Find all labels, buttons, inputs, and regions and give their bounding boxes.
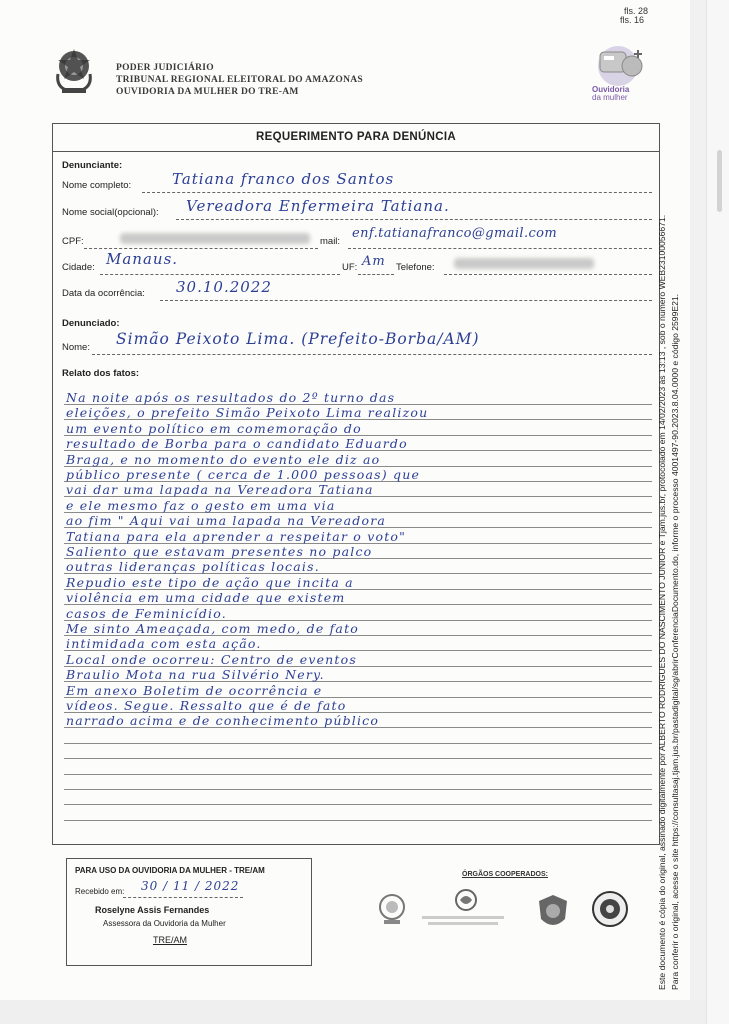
vertical-scrollbar[interactable]	[706, 0, 729, 1024]
office-use-title: PARA USO DA OUVIDORIA DA MULHER - TRE/AM	[75, 866, 265, 875]
stamp-org: TRE/AM	[153, 935, 188, 945]
signature-note-line-2: Para conferir o original, acesse o site https://consultasaj.tjam.jus.br/pastadigital/sg/abrirConferenciaDocumento.do, informe o processo 4001497-90.2023.8.04.0000 e código 2599E21.	[670, 293, 680, 990]
scrollbar-thumb[interactable]	[717, 150, 722, 212]
cidade-line	[100, 274, 340, 275]
relato-rule	[64, 804, 652, 805]
relato-text-line: resultado de Borba para o candidato Eduardo	[66, 436, 408, 452]
partner-seal-4-icon	[590, 889, 630, 929]
header-line-3: OUVIDORIA DA MULHER DO TRE-AM	[116, 87, 299, 97]
data-ocorrencia-value: 30.10.2022	[176, 278, 272, 296]
relato-rule	[64, 758, 652, 759]
partner-badge-police-icon	[536, 893, 570, 933]
partner-seal-1-icon	[378, 893, 406, 927]
stamp-role: Assessora da Ouvidoria da Mulher	[103, 919, 226, 928]
relato-text-line: Saliento que estavam presentes no palco	[66, 544, 373, 559]
digital-signature-note	[656, 0, 682, 990]
logo-text-2: da mulher	[592, 93, 628, 102]
folio-number: fls. 28	[624, 6, 649, 16]
relato-text-line: Local onde ocorreu: Centro de eventos	[66, 651, 357, 667]
partner-seal-2-icon	[418, 886, 508, 932]
relato-rule	[64, 774, 652, 775]
nome-social-label: Nome social(opcional):	[62, 207, 159, 218]
relato-text-line: um evento político em comemoração do	[66, 420, 362, 436]
email-value: enf.tatianafranco@gmail.com	[352, 226, 558, 241]
relato-text-line: e ele mesmo faz o gesto em uma via	[66, 497, 336, 513]
relato-text-line: Em anexo Boletim de ocorrência e	[66, 682, 323, 698]
relato-rule	[64, 743, 652, 744]
relato-text-line: Repudio este tipo de ação que incita a	[66, 574, 354, 590]
cpf-redacted	[120, 233, 310, 244]
relato-heading: Relato dos fatos:	[62, 368, 140, 379]
denunciante-heading: Denunciante:	[62, 160, 123, 171]
telefone-label: Telefone:	[396, 262, 435, 273]
cpf-label: CPF:	[62, 236, 84, 247]
relato-text-line: narrado acima e de conhecimento público	[66, 713, 380, 729]
denunciado-nome-line	[92, 354, 652, 355]
header-line-1: PODER JUDICIÁRIO	[116, 63, 214, 73]
relato-text-line: Braulio Mota na rua Silvério Nery.	[66, 667, 325, 683]
ouvidoria-logo-text	[592, 86, 629, 102]
nome-social-value: Vereadora Enfermeira Tatiana.	[186, 197, 450, 215]
header-line-2: TRIBUNAL REGIONAL ELEITORAL DO AMAZONAS	[116, 75, 363, 85]
recebido-line	[123, 897, 243, 898]
data-ocorrencia-line	[160, 300, 652, 301]
relato-text-line: casos de Feminicídio.	[66, 605, 227, 621]
uf-label: UF:	[342, 262, 358, 273]
nome-completo-label: Nome completo:	[62, 180, 132, 191]
relato-rule	[64, 820, 652, 821]
relato-text-line: Na noite após os resultados do 2º turno das	[66, 390, 396, 405]
office-use-box	[66, 858, 312, 966]
telefone-line	[444, 274, 652, 275]
uf-line	[358, 274, 394, 275]
relato-text-line: vídeos. Segue. Ressalto que é de fato	[66, 698, 347, 713]
recebido-value: 30 / 11 / 2022	[141, 879, 240, 893]
nome-social-line	[176, 219, 652, 220]
folio-number-secondary: fls. 16	[620, 15, 645, 25]
stamp-name: Roselyne Assis Fernandes	[95, 905, 210, 915]
form-title: REQUERIMENTO PARA DENÚNCIA	[53, 124, 659, 152]
header-institution	[116, 62, 363, 98]
viewer-bottom-strip	[0, 1000, 707, 1024]
denunciado-nome-value: Simão Peixoto Lima. (Prefeito-Borba/AM)	[116, 330, 480, 348]
relato-text-line: violência em uma cidade que existem	[66, 590, 346, 606]
denunciado-heading: Denunciado:	[62, 318, 120, 329]
signature-note-line-1: Este documento é cópia do original, assinado digitalmente por ALBERTO RODRIGUES DO NASCIMENTO JUNIOR e Tjam.jus.br, protocolado em 14/02/2023 às 13:13 , sob o número WEB23100056671.	[657, 214, 667, 990]
email-label: mail:	[320, 236, 341, 247]
uf-value: Am	[362, 254, 386, 269]
cpf-line	[84, 248, 318, 249]
relato-text-line: Braga, e no momento do evento ele diz ao	[66, 451, 381, 467]
relato-text-line: ao fim " Aqui vai uma lapada na Vereadora	[66, 513, 387, 529]
relato-text-line: Tatiana para ela aprender a respeitar o voto"	[66, 528, 407, 544]
denunciado-nome-label: Nome:	[62, 342, 90, 353]
orgaos-cooperados-label: ÓRGÃOS COOPERADOS:	[462, 871, 548, 878]
nome-completo-value: Tatiana franco dos Santos	[172, 170, 395, 188]
telefone-redacted	[454, 258, 594, 269]
email-line	[348, 248, 652, 249]
relato-text-line: vai dar uma lapada na Vereadora Tatiana	[66, 482, 374, 498]
relato-text-line: público presente ( cerca de 1.000 pessoas) que	[66, 467, 421, 482]
cidade-value: Manaus.	[106, 250, 179, 268]
brasao-coat-of-arms-icon	[52, 44, 96, 96]
relato-text-line: eleições, o prefeito Simão Peixoto Lima realizou	[66, 405, 429, 421]
relato-text-line: outras lideranças políticas locais.	[66, 559, 320, 575]
cidade-label: Cidade:	[62, 262, 95, 273]
nome-completo-line	[142, 192, 652, 193]
relato-rule	[64, 789, 652, 790]
data-ocorrencia-label: Data da ocorrência:	[62, 288, 145, 299]
relato-text-line: Me sinto Ameaçada, com medo, de fato	[66, 621, 360, 636]
logo-text-1: Ouvidoria	[592, 85, 630, 94]
recebido-label: Recebido em:	[75, 887, 125, 896]
relato-text-line: intimidada com esta ação.	[66, 636, 262, 652]
